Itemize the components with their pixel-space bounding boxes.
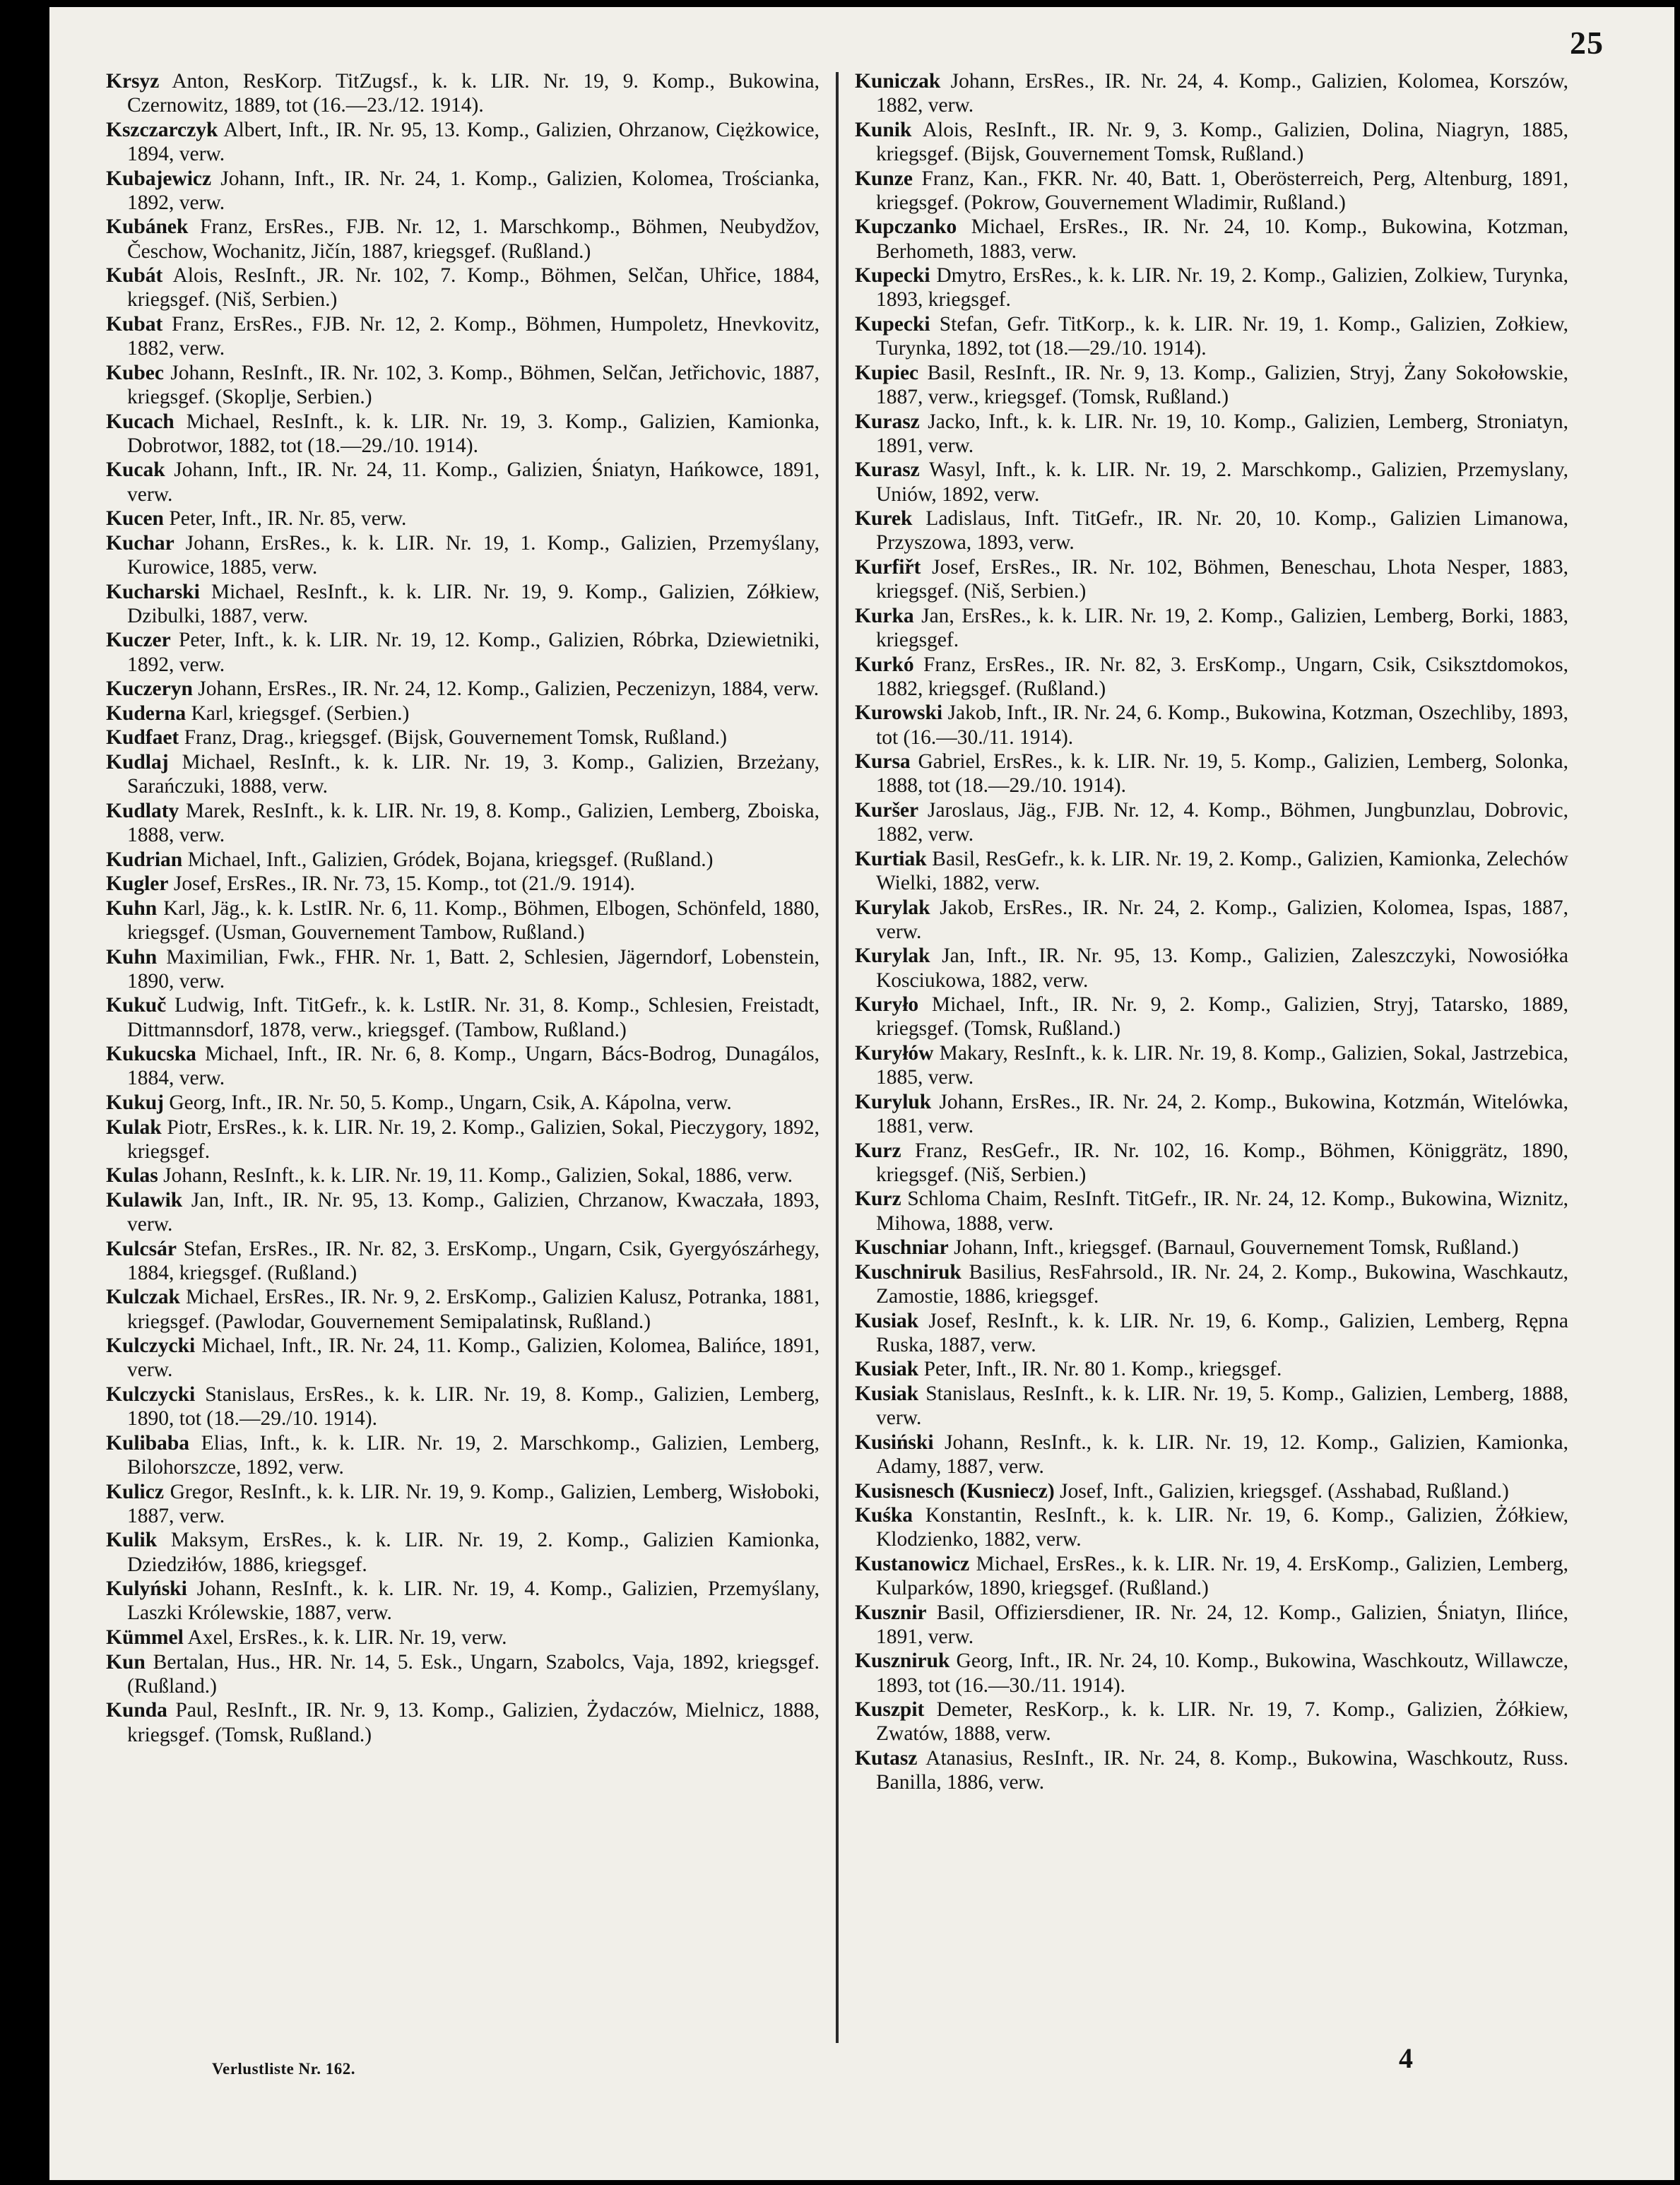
list-entry: [855, 458, 1568, 506]
entry-details: Bertalan, Hus., HR. Nr. 14, 5. Esk., Ungarn, Szabolcs, Vaja, 1892, kriegsgef. (Rußland.): [127, 1650, 820, 1698]
entry-surname: Kusznir: [855, 1601, 927, 1624]
entry-details: Michael, Inft., IR. Nr. 24, 11. Komp., Galizien, Kolomea, Balińce, 1891, verw.: [127, 1334, 820, 1382]
entry-surname: Kulawik: [106, 1188, 183, 1212]
list-entry: [855, 361, 1568, 409]
entry-details: Alois, ResInft., IR. Nr. 9, 3. Komp., Galizien, Dolina, Niagryn, 1885, kriegsgef. (Bijsk, Gouvernement Tomsk, Rußland.): [876, 118, 1568, 165]
entry-surname: Kuśka: [855, 1504, 913, 1527]
document-page: [49, 7, 1674, 2180]
entry-details: Jaroslaus, Jäg., FJB. Nr. 12, 4. Komp., Böhmen, Jungbunzlau, Dobrovic, 1882, verw.: [876, 798, 1569, 846]
entry-details: Michael, Inft., Galizien, Gródek, Bojana, kriegsgef. (Rußland.): [187, 848, 714, 871]
entry-details: Ladislaus, Inft. TitGefr., IR. Nr. 20, 10. Komp., Galizien Limanowa, Przyszowa, 1893, verw.: [876, 507, 1568, 555]
list-entry: [855, 263, 1568, 312]
list-entry: [855, 555, 1568, 603]
entry-surname: Kusiak: [855, 1358, 919, 1381]
list-entry: [106, 458, 820, 506]
entry-details: Franz, Drag., kriegsgef. (Bijsk, Gouvernement Tomsk, Rußland.): [184, 726, 727, 750]
entry-surname: Kucen: [106, 507, 164, 531]
entry-details: Jan, Inft., IR. Nr. 95, 13. Komp., Galizien, Chrzanow, Kwaczała, 1893, verw.: [127, 1188, 820, 1236]
entry-details: Johann, Inft., IR. Nr. 24, 1. Komp., Galizien, Kolomea, Trościanka, 1892, verw.: [127, 167, 820, 214]
entry-details: Karl, kriegsgef. (Serbien.): [191, 701, 410, 725]
list-entry: [106, 1431, 820, 1479]
list-entry: [855, 410, 1568, 458]
list-entry: [855, 1552, 1568, 1600]
entry-details: Michael, Inft., IR. Nr. 9, 2. Komp., Galizien, Stryj, Tatarsko, 1889, kriegsgef. (Tomsk, Rußland.): [876, 993, 1568, 1041]
list-entry: [855, 798, 1568, 846]
list-entry: [106, 263, 820, 312]
entry-details: Jacko, Inft., k. k. LIR. Nr. 19, 10. Komp., Galizien, Lemberg, Stroniatyn, 1891, verw.: [876, 410, 1569, 457]
entry-details: Wasyl, Inft., k. k. LIR. Nr. 19, 2. Marschkomp., Galizien, Przemyslany, Uniów, 1892, verw.: [876, 458, 1569, 506]
entry-surname: Kurylak: [855, 945, 930, 968]
list-entry: [855, 1382, 1568, 1430]
entry-details: Johann, ErsRes., IR. Nr. 24, 2. Komp., Bukowina, Kotzmán, Witelówka, 1881, verw.: [876, 1090, 1568, 1137]
entry-surname: Kukuč: [106, 994, 167, 1017]
entry-details: Paul, ResInft., IR. Nr. 9, 13. Komp., Galizien, Żydaczów, Mielnicz, 1888, kriegsgef. (Tomsk, Rußland.): [127, 1699, 820, 1746]
list-entry: [855, 1236, 1568, 1260]
page-number: 25: [1570, 25, 1604, 61]
entry-details: Jan, ErsRes., k. k. LIR. Nr. 19, 2. Komp., Galizien, Lemberg, Borki, 1883, kriegsgef.: [876, 604, 1568, 651]
list-entry: [855, 1187, 1568, 1235]
entry-details: Marek, ResInft., k. k. LIR. Nr. 19, 8. Komp., Galizien, Lemberg, Zboiska, 1888, verw.: [127, 799, 820, 846]
list-entry: [106, 1480, 820, 1528]
list-entry: [855, 507, 1568, 555]
entry-surname: Kulas: [106, 1164, 158, 1188]
list-entry: [855, 944, 1568, 992]
entry-details: Basil, ResInft., IR. Nr. 9, 13. Komp., Galizien, Stryj, Żany Sokołowskie, 1887, verw., kriegsgef. (Tomsk, Rußland.): [876, 361, 1569, 408]
list-entry: [106, 118, 820, 166]
list-entry: [106, 69, 820, 117]
entry-surname: Kuršer: [855, 798, 919, 822]
entry-surname: Kunik: [855, 118, 912, 141]
entry-details: Franz, ResGefr., IR. Nr. 102, 16. Komp., Böhmen, Königgrätz, 1890, kriegsgef. (Niš, Serbien.): [876, 1139, 1569, 1186]
entry-surname: Kudfaet: [106, 726, 179, 750]
entry-surname: Kuryłów: [855, 1041, 934, 1065]
entry-surname: Kurtiak: [855, 847, 927, 870]
entry-details: Gabriel, ErsRes., k. k. LIR. Nr. 19, 5. Komp., Galizien, Lemberg, Solonka, 1888, tot (18.—29./10. 1914).: [876, 750, 1568, 798]
entry-surname: Kucharski: [106, 580, 200, 603]
entry-surname: Kurfiřt: [855, 555, 921, 579]
list-entry: [855, 69, 1568, 117]
list-entry: [855, 896, 1568, 944]
entry-details: Franz, Kan., FKR. Nr. 40, Batt. 1, Oberösterreich, Perg, Altenburg, 1891, kriegsgef. (Pokrow, Gouvernement Wladimir, Rußland.): [876, 167, 1568, 214]
list-entry: [106, 1650, 820, 1698]
entry-surname: Kulak: [106, 1115, 162, 1139]
entry-surname: Kszczarczyk: [106, 118, 218, 141]
entry-details: Jakob, Inft., IR. Nr. 24, 6. Komp., Bukowina, Kotzman, Oszechliby, 1893, tot (16.—30./11. 1914).: [876, 701, 1568, 749]
entry-surname: Kurz: [855, 1139, 901, 1162]
entry-surname: Krsyz: [106, 70, 160, 93]
list-entry: [106, 215, 820, 263]
list-entry: [106, 799, 820, 847]
entry-surname: Kursa: [855, 750, 911, 774]
entry-details: Alois, ResInft., JR. Nr. 102, 7. Komp., Böhmen, Selčan, Uhřice, 1884, kriegsgef. (Niš, Serbien.): [127, 264, 820, 312]
entry-details: Makary, ResInft., k. k. LIR. Nr. 19, 8. Komp., Galizien, Sokal, Jastrzebica, 1885, verw.: [876, 1041, 1569, 1089]
list-entry: [106, 1334, 820, 1382]
entry-surname: Kulczak: [106, 1286, 180, 1309]
list-entry: [855, 653, 1568, 701]
entry-details: Johann, ResInft., k. k. LIR. Nr. 19, 11. Komp., Galizien, Sokal, 1886, verw.: [163, 1164, 793, 1188]
entry-details: Jakob, ErsRes., IR. Nr. 24, 2. Komp., Galizien, Kolomea, Ispas, 1887, verw.: [876, 896, 1568, 943]
list-entry: [855, 1746, 1568, 1794]
list-entry: [106, 1237, 820, 1285]
entry-details: Stanislaus, ResInft., k. k. LIR. Nr. 19, 5. Komp., Galizien, Lemberg, 1888, verw.: [876, 1382, 1569, 1430]
list-entry: [106, 1698, 820, 1746]
entry-details: Josef, ErsRes., IR. Nr. 73, 15. Komp., tot (21./9. 1914).: [173, 872, 635, 896]
list-entry: [106, 1115, 820, 1163]
entry-surname: Kubánek: [106, 215, 189, 239]
entry-surname: Kulczycki: [106, 1383, 196, 1407]
entry-details: Johann, ErsRes., k. k. LIR. Nr. 19, 1. Komp., Galizien, Przemyślany, Kurowice, 1885, verw.: [127, 531, 820, 579]
entry-details: Johann, Inft., kriegsgef. (Barnaul, Gouvernement Tomsk, Rußland.): [954, 1236, 1519, 1260]
entry-surname: Kurylak: [855, 896, 930, 919]
list-entry: [106, 750, 820, 798]
list-entry: [855, 1090, 1568, 1138]
entry-surname: Kuryluk: [855, 1090, 932, 1113]
entry-surname: Kulcsár: [106, 1237, 177, 1260]
entry-surname: Kurkó: [855, 653, 914, 676]
list-entry: [855, 1601, 1568, 1649]
entry-details: Franz, ErsRes., FJB. Nr. 12, 1. Marschkomp., Böhmen, Neubydžov, Česchow, Wochanitz, Jičín, 1887, kriegsgef. (Rußland.): [127, 215, 820, 263]
list-entry: [106, 1163, 820, 1188]
list-entry: [855, 1698, 1568, 1746]
entry-details: Peter, Inft., IR. Nr. 85, verw.: [169, 507, 407, 531]
entry-details: Josef, ResInft., k. k. LIR. Nr. 19, 6. Komp., Galizien, Lemberg, Rępna Ruska, 1887, verw.: [876, 1309, 1568, 1356]
entry-details: Maximilian, Fwk., FHR. Nr. 1, Batt. 2, Schlesien, Jägerndorf, Lobenstein, 1890, verw.: [127, 945, 820, 993]
entry-details: Piotr, ErsRes., k. k. LIR. Nr. 19, 2. Komp., Galizien, Sokal, Pieczygory, 1892, kriegsgef.: [127, 1115, 820, 1163]
list-entry: [106, 507, 820, 531]
right-column: [855, 69, 1568, 1795]
entry-details: Demeter, ResKorp., k. k. LIR. Nr. 19, 7. Komp., Galizien, Żółkiew, Zwatów, 1888, verw.: [876, 1698, 1568, 1746]
list-entry: [106, 1626, 820, 1650]
entry-surname: Kubat: [106, 312, 163, 336]
list-entry: [855, 750, 1568, 798]
left-column: [106, 69, 820, 1747]
entry-details: Elias, Inft., k. k. LIR. Nr. 19, 2. Marschkomp., Galizien, Lemberg, Bilohorszcze, 1892, verw.: [127, 1431, 820, 1479]
entry-surname: Kubajewicz: [106, 167, 212, 190]
list-entry: [106, 726, 820, 750]
list-entry: [106, 1188, 820, 1236]
entry-details: Franz, ErsRes., FJB. Nr. 12, 2. Komp., Böhmen, Humpoletz, Hnevkovitz, 1882, verw.: [127, 312, 820, 360]
list-entry: [855, 1357, 1568, 1381]
list-entry: [106, 896, 820, 945]
entry-surname: Kulicz: [106, 1480, 164, 1503]
list-entry: [855, 701, 1568, 749]
list-entry: [855, 167, 1568, 215]
list-entry: [106, 945, 820, 993]
entry-surname: Kurowski: [855, 701, 943, 725]
entry-surname: Kukucska: [106, 1043, 196, 1066]
list-entry: [106, 312, 820, 360]
entry-surname: Kuszniruk: [855, 1650, 950, 1673]
entry-surname: Kulyński: [106, 1577, 187, 1601]
entry-details: Jan, Inft., IR. Nr. 95, 13. Komp., Galizien, Zaleszczyki, Nowosiółka Kosciukowa, 1882, verw.: [876, 945, 1568, 992]
list-entry: [106, 410, 820, 458]
list-entry: [855, 1309, 1568, 1357]
entry-details: Johann, ErsRes., IR. Nr. 24, 12. Komp., Galizien, Peczenizyn, 1884, verw.: [198, 677, 820, 701]
entry-surname: Kukuj: [106, 1091, 164, 1114]
entry-details: Gregor, ResInft., k. k. LIR. Nr. 19, 9. Komp., Galizien, Lemberg, Wisłoboki, 1887, verw.: [127, 1480, 820, 1527]
entry-surname: Kuhn: [106, 896, 158, 920]
entry-details: Michael, ResInft., k. k. LIR. Nr. 19, 3. Komp., Galizien, Kamionka, Dobrotwor, 1882, tot (18.—29./10. 1914).: [127, 410, 820, 457]
entry-surname: Kuryło: [855, 993, 919, 1017]
entry-surname: Kubec: [106, 361, 164, 384]
entry-details: Schloma Chaim, ResInft. TitGefr., IR. Nr. 24, 12. Komp., Bukowina, Wiznitz, Mihowa, 1888, verw.: [876, 1188, 1568, 1235]
entry-surname: Kuhn: [106, 945, 158, 969]
entry-details: Konstantin, ResInft., k. k. LIR. Nr. 19, 6. Komp., Galizien, Żółkiew, Klodzienko, 1882, verw.: [876, 1504, 1568, 1551]
entry-details: Peter, Inft., k. k. LIR. Nr. 19, 12. Komp., Galizien, Róbrka, Dziewietniki, 1892, verw.: [127, 629, 820, 676]
list-entry: [106, 677, 820, 701]
entry-details: Michael, ResInft., k. k. LIR. Nr. 19, 9. Komp., Galizien, Zółkiew, Dzibulki, 1887, verw.: [127, 580, 820, 627]
list-entry: [855, 1649, 1568, 1697]
entry-surname: Kuszpit: [855, 1698, 925, 1722]
entry-surname: Kusiak: [855, 1309, 919, 1332]
entry-surname: Kusiak: [855, 1382, 919, 1405]
list-entry: [855, 847, 1568, 895]
entry-details: Maksym, ErsRes., k. k. LIR. Nr. 19, 2. Komp., Galizien Kamionka, Dziedziłów, 1886, kriegsgef.: [127, 1529, 820, 1576]
signature-mark: 4: [1399, 2042, 1413, 2074]
list-entry: [106, 701, 820, 726]
entry-details: Michael, ErsRes., IR. Nr. 9, 2. ErsKomp., Galizien Kalusz, Potranka, 1881, kriegsgef. (Pawlodar, Gouvernement Semipalatinsk, Rußland.): [127, 1286, 820, 1333]
entry-surname: Kümmel: [106, 1626, 184, 1650]
entry-surname: Kudlaj: [106, 750, 169, 774]
list-entry: [106, 167, 820, 215]
entry-surname: Kuschniruk: [855, 1260, 962, 1284]
entry-surname: Kurasz: [855, 458, 920, 482]
entry-surname: Kurek: [855, 507, 913, 531]
entry-surname: Kusiński: [855, 1431, 934, 1454]
list-entry: [855, 312, 1568, 360]
column-divider: [836, 72, 839, 2043]
list-entry: [106, 1285, 820, 1333]
list-entry: [106, 1528, 820, 1576]
list-entry: [855, 604, 1568, 652]
footer-list-label: Verlustliste Nr. 162.: [212, 2060, 356, 2078]
entry-details: Stanislaus, ErsRes., k. k. LIR. Nr. 19, 8. Komp., Galizien, Lemberg, 1890, tot (18.—29./10. 1914).: [127, 1383, 820, 1431]
entry-surname: Kudlaty: [106, 799, 179, 822]
entry-details: Basilius, ResFahrsold., IR. Nr. 24, 2. Komp., Bukowina, Waschkautz, Zamostie, 1886, kriegsgef.: [876, 1260, 1569, 1308]
entry-surname: Kucach: [106, 410, 174, 433]
list-entry: [106, 1042, 820, 1090]
entry-surname: Kulczycki: [106, 1334, 196, 1358]
entry-surname: Kucak: [106, 458, 165, 482]
entry-surname: Kusisnesch (Kusniecz): [855, 1479, 1055, 1503]
entry-surname: Kuchar: [106, 531, 174, 555]
entry-surname: Kunze: [855, 167, 913, 190]
entry-details: Stefan, Gefr. TitKorp., k. k. LIR. Nr. 19, 1. Komp., Galizien, Zołkiew, Turynka, 1892, tot (18.—29./10. 1914).: [876, 312, 1569, 360]
entry-surname: Kurz: [855, 1188, 901, 1211]
entry-surname: Kulik: [106, 1529, 158, 1552]
list-entry: [106, 531, 820, 579]
entry-surname: Kuczeryn: [106, 677, 193, 701]
entry-surname: Kudrian: [106, 848, 183, 871]
entry-details: Karl, Jäg., k. k. LstIR. Nr. 6, 11. Komp., Böhmen, Elbogen, Schönfeld, 1880, kriegsgef. (Usman, Gouvernement Tambow, Rußland.): [127, 896, 820, 944]
entry-surname: Kuschniar: [855, 1236, 949, 1260]
entry-surname: Kustanowicz: [855, 1552, 970, 1575]
entry-surname: Kuniczak: [855, 70, 941, 93]
entry-details: Atanasius, ResInft., IR. Nr. 24, 8. Komp., Bukowina, Waschkoutz, Russ. Banilla, 1886, verw.: [876, 1747, 1569, 1794]
list-entry: [106, 1382, 820, 1431]
list-entry: [855, 215, 1568, 263]
list-entry: [106, 872, 820, 896]
entry-details: Georg, Inft., IR. Nr. 50, 5. Komp., Ungarn, Csik, A. Kápolna, verw.: [169, 1091, 732, 1114]
entry-details: Franz, ErsRes., IR. Nr. 82, 3. ErsKomp., Ungarn, Csik, Csiksztdomokos, 1882, kriegsgef. (Rußland.): [876, 653, 1569, 700]
list-entry: [855, 1479, 1568, 1503]
entry-surname: Kupecki: [855, 264, 930, 288]
entry-surname: Kupczanko: [855, 215, 957, 239]
list-entry: [106, 361, 820, 409]
entry-details: Johann, ResInft., k. k. LIR. Nr. 19, 4. Komp., Galizien, Przemyślany, Laszki Królewskie, 1887, verw.: [127, 1577, 820, 1625]
entry-surname: Kurka: [855, 604, 914, 627]
list-entry: [106, 1091, 820, 1115]
entry-details: Dmytro, ErsRes., k. k. LIR. Nr. 19, 2. Komp., Galizien, Zolkiew, Turynka, 1893, kriegsgef.: [876, 264, 1569, 312]
entry-surname: Kubát: [106, 264, 163, 288]
entry-details: Basil, ResGefr., k. k. LIR. Nr. 19, 2. Komp., Galizien, Kamionka, Zelechów Wielki, 1882, verw.: [876, 847, 1569, 894]
list-entry: [106, 628, 820, 676]
list-entry: [106, 848, 820, 872]
entry-surname: Kunda: [106, 1699, 167, 1722]
entry-surname: Kurasz: [855, 410, 920, 433]
entry-surname: Kuczer: [106, 629, 171, 652]
entry-surname: Kulibaba: [106, 1431, 190, 1455]
entry-surname: Kupecki: [855, 312, 930, 336]
entry-details: Basil, Offiziersdiener, IR. Nr. 24, 12. Komp., Galizien, Śniatyn, Ilińce, 1891, verw.: [876, 1601, 1569, 1648]
entry-details: Peter, Inft., IR. Nr. 80 1. Komp., kriegsgef.: [923, 1358, 1282, 1381]
list-entry: [855, 1139, 1568, 1187]
entry-details: Johann, ErsRes., IR. Nr. 24, 4. Komp., Galizien, Kolomea, Korszów, 1882, verw.: [876, 70, 1569, 117]
entry-details: Stefan, ErsRes., IR. Nr. 82, 3. ErsKomp., Ungarn, Csik, Gyergyószárhegy, 1884, kriegsgef. (Rußland.): [127, 1237, 820, 1284]
entry-surname: Kutasz: [855, 1747, 918, 1770]
entry-details: Michael, ErsRes., IR. Nr. 24, 10. Komp., Bukowina, Kotzman, Berhometh, 1883, verw.: [876, 215, 1568, 263]
list-entry: [106, 993, 820, 1041]
entry-details: Anton, ResKorp. TitZugsf., k. k. LIR. Nr. 19, 9. Komp., Bukowina, Czernowitz, 1889, tot (16.—23./12. 1914).: [127, 70, 820, 117]
entry-details: Johann, ResInft., IR. Nr. 102, 3. Komp., Böhmen, Selčan, Jetřichovic, 1887, kriegsgef. (Skoplje, Serbien.): [127, 361, 820, 408]
list-entry: [855, 1260, 1568, 1308]
entry-surname: Kupiec: [855, 361, 919, 384]
entry-details: Josef, ErsRes., IR. Nr. 102, Böhmen, Beneschau, Lhota Nesper, 1883, kriegsgef. (Niš, Serbien.): [876, 555, 1568, 603]
list-entry: [855, 1431, 1568, 1479]
list-entry: [855, 118, 1568, 166]
entry-surname: Kun: [106, 1650, 146, 1674]
entry-surname: Kuderna: [106, 701, 187, 725]
entry-details: Ludwig, Inft. TitGefr., k. k. LstIR. Nr. 31, 8. Komp., Schlesien, Freistadt, Dittmannsdorf, 1878, verw., kriegsgef. (Tambow, Rußland.): [127, 994, 820, 1041]
list-entry: [855, 1503, 1568, 1551]
list-entry: [106, 580, 820, 628]
list-entry: [855, 993, 1568, 1041]
entry-details: Michael, Inft., IR. Nr. 6, 8. Komp., Ungarn, Bács-Bodrog, Dunagálos, 1884, verw.: [127, 1043, 820, 1090]
entry-details: Michael, ErsRes., k. k. LIR. Nr. 19, 4. ErsKomp., Galizien, Lemberg, Kulparków, 1890, kriegsgef. (Rußland.): [876, 1552, 1569, 1600]
entry-details: Michael, ResInft., k. k. LIR. Nr. 19, 3. Komp., Galizien, Brzeżany, Sarańczuki, 1888, verw.: [127, 750, 820, 798]
entry-details: Josef, Inft., Galizien, kriegsgef. (Asshabad, Rußland.): [1060, 1479, 1509, 1503]
entry-details: Axel, ErsRes., k. k. LIR. Nr. 19, verw.: [187, 1626, 507, 1650]
entry-details: Johann, ResInft., k. k. LIR. Nr. 19, 12. Komp., Galizien, Kamionka, Adamy, 1887, verw.: [876, 1431, 1568, 1478]
entry-details: Georg, Inft., IR. Nr. 24, 10. Komp., Bukowina, Waschkoutz, Willawcze, 1893, tot (16.—30./11. 1914).: [876, 1650, 1569, 1697]
entry-details: Albert, Inft., IR. Nr. 95, 13. Komp., Galizien, Ohrzanow, Ciężkowice, 1894, verw.: [127, 118, 820, 165]
entry-surname: Kugler: [106, 872, 169, 896]
entry-details: Johann, Inft., IR. Nr. 24, 11. Komp., Galizien, Śniatyn, Hańkowce, 1891, verw.: [127, 458, 820, 506]
list-entry: [106, 1577, 820, 1625]
list-entry: [855, 1041, 1568, 1089]
